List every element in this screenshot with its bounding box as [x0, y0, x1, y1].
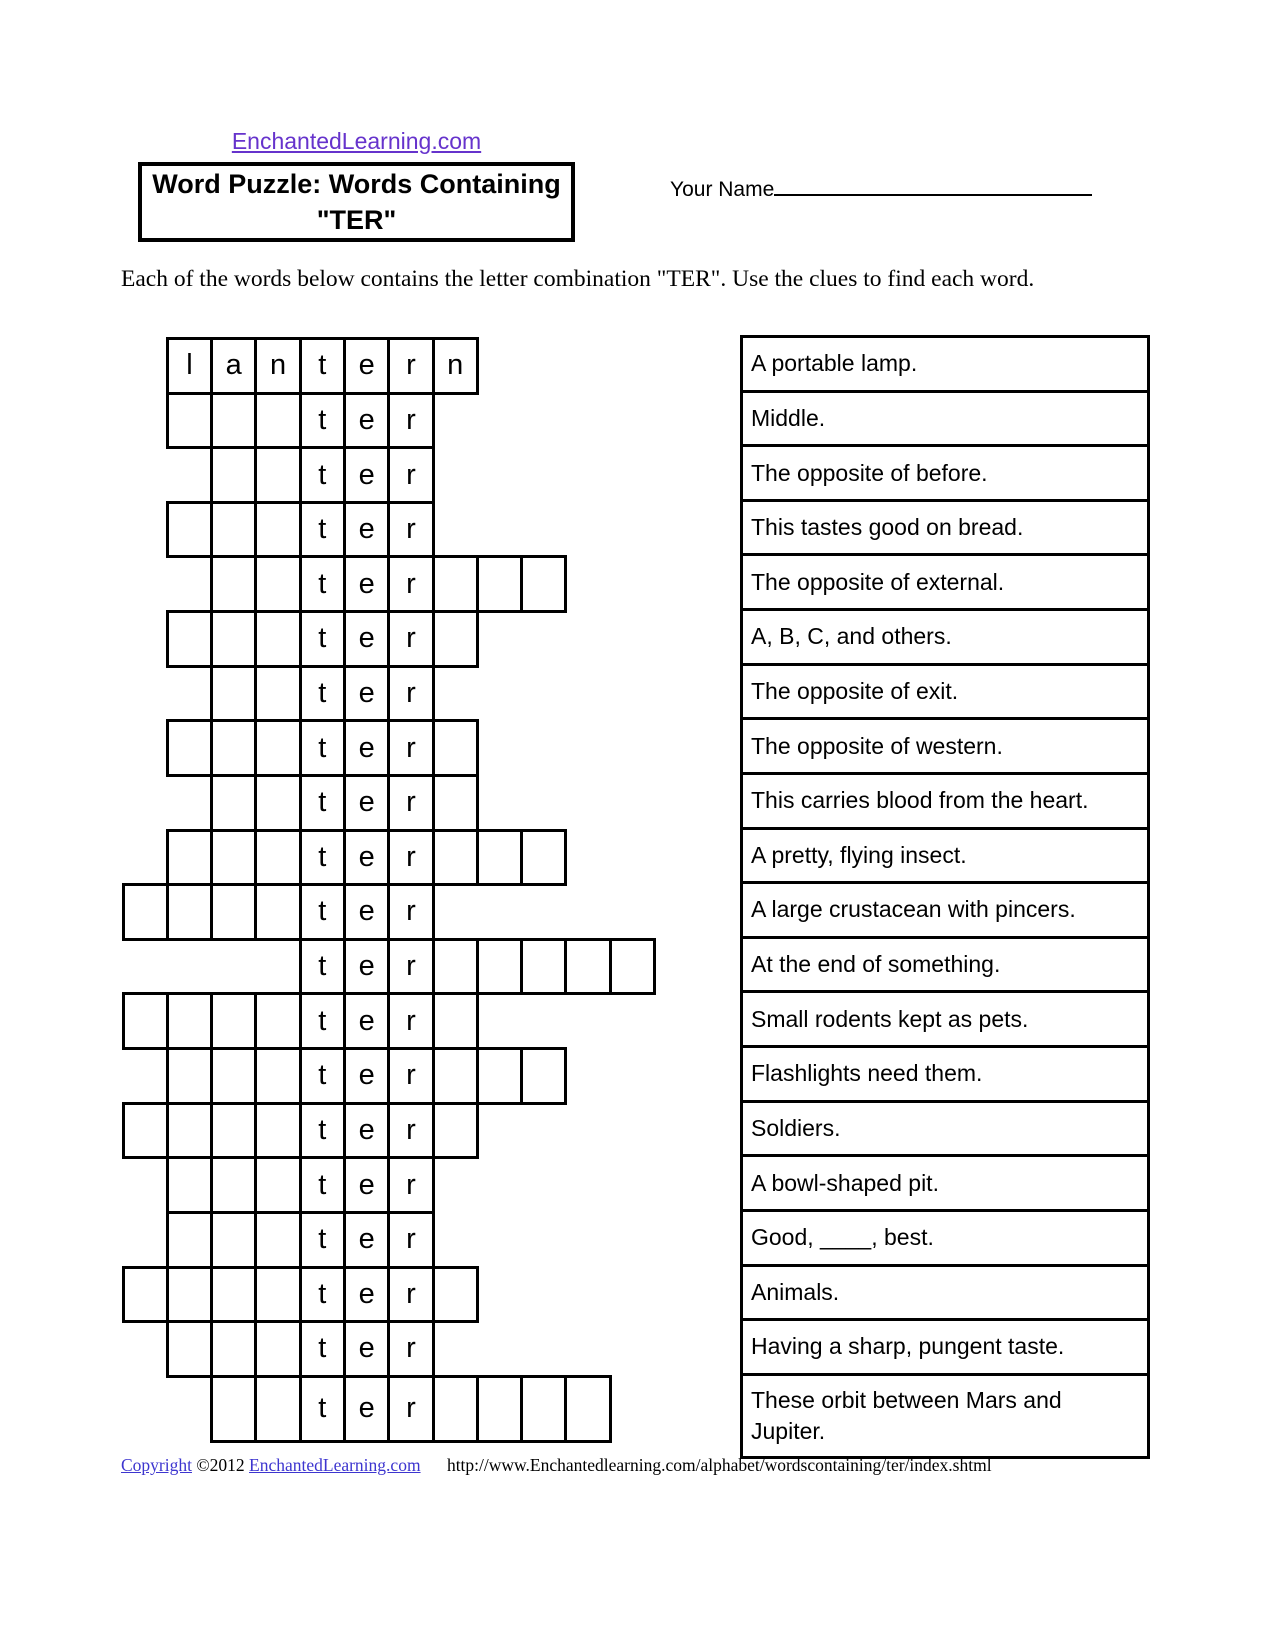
puzzle-cell-blank: [609, 938, 656, 996]
puzzle-cell-blank: [254, 555, 301, 613]
clue-box: [740, 1318, 1150, 1376]
puzzle-cell-blank: [520, 829, 567, 887]
clue-text: A bowl-shaped pit.: [751, 1169, 939, 1196]
puzzle-cell-letter: r: [387, 719, 434, 777]
your-name-label: Your Name: [670, 178, 775, 201]
puzzle-cell-blank: [210, 610, 257, 668]
puzzle-row: [166, 610, 476, 668]
puzzle-cell-letter: t: [299, 719, 346, 777]
puzzle-row: [166, 719, 476, 777]
puzzle-cell-blank: [520, 555, 567, 613]
puzzle-cell-blank: [210, 665, 257, 723]
puzzle-cell-blank: [166, 883, 213, 941]
puzzle-cell-blank: [122, 1102, 169, 1160]
puzzle-cell-letter: t: [299, 610, 346, 668]
puzzle-cell-blank: [476, 938, 523, 996]
puzzle-cell-blank: [254, 883, 301, 941]
clue-box: [740, 881, 1150, 939]
puzzle-cell-letter: t: [299, 1211, 346, 1269]
puzzle-cell-letter: t: [299, 1266, 346, 1324]
puzzle-cell-blank: [254, 774, 301, 832]
puzzle-cell-letter: t: [299, 992, 346, 1050]
clue-text: Having a sharp, pungent taste.: [751, 1333, 1065, 1360]
puzzle-cell-blank: [166, 1047, 213, 1105]
puzzle-cell-letter: r: [387, 992, 434, 1050]
puzzle-cell-blank: [254, 501, 301, 559]
puzzle-row: [166, 1156, 432, 1214]
clue-box: [740, 990, 1150, 1048]
puzzle-cell-blank: [210, 883, 257, 941]
puzzle-cell-letter: r: [387, 1375, 434, 1443]
puzzle-cell-blank: [210, 555, 257, 613]
puzzle-cell-letter: t: [299, 501, 346, 559]
puzzle-cell-letter: e: [343, 774, 390, 832]
puzzle-cell-letter: l: [166, 337, 213, 395]
puzzle-cell-letter: e: [343, 1266, 390, 1324]
puzzle-cell-letter: r: [387, 829, 434, 887]
puzzle-cell-letter: r: [387, 938, 434, 996]
puzzle-cell-letter: t: [299, 829, 346, 887]
puzzle-cell-blank: [210, 1211, 257, 1269]
puzzle-cell-letter: r: [387, 1211, 434, 1269]
puzzle-cell-letter: t: [299, 392, 346, 450]
clue-box: [740, 390, 1150, 448]
clue-box: [740, 827, 1150, 885]
puzzle-row: [166, 1047, 565, 1105]
clue-text: This tastes good on bread.: [751, 514, 1024, 541]
puzzle-cell-letter: t: [299, 1156, 346, 1214]
puzzle-cell-blank: [432, 774, 479, 832]
puzzle-cell-letter: e: [343, 1102, 390, 1160]
puzzle-cell-letter: e: [343, 829, 390, 887]
puzzle-cell-blank: [210, 1375, 257, 1443]
puzzle-cell-letter: e: [343, 392, 390, 450]
puzzle-cell-letter: e: [343, 1047, 390, 1105]
clue-text: A, B, C, and others.: [751, 623, 952, 650]
clue-box: [740, 772, 1150, 830]
puzzle-cell-letter: e: [343, 501, 390, 559]
puzzle-cell-blank: [254, 392, 301, 450]
puzzle-cell-letter: t: [299, 883, 346, 941]
clue-box: [740, 663, 1150, 721]
clue-text: Flashlights need them.: [751, 1060, 983, 1087]
clue-text: Animals.: [751, 1278, 840, 1305]
puzzle-row: [210, 555, 564, 613]
clue-text: This carries blood from the heart.: [751, 787, 1089, 814]
header: [138, 128, 575, 155]
clue-box: [740, 553, 1150, 611]
clue-text: The opposite of exit.: [751, 678, 959, 705]
puzzle-cell-blank: [254, 1375, 301, 1443]
puzzle-cell-blank: [166, 501, 213, 559]
puzzle-cell-blank: [254, 610, 301, 668]
instruction-text: Each of the words below contains the letter combination "TER". Use the clues to find each word.: [121, 266, 1035, 292]
puzzle-row: [210, 665, 431, 723]
puzzle-cell-blank: [254, 992, 301, 1050]
copyright-year: ©2012: [196, 1455, 245, 1475]
puzzle-cell-letter: r: [387, 665, 434, 723]
puzzle-cell-letter: n: [254, 337, 301, 395]
your-name-blank-line: [774, 176, 1092, 196]
puzzle-cell-blank: [210, 501, 257, 559]
clue-box: [740, 1373, 1150, 1459]
puzzle-cell-letter: r: [387, 555, 434, 613]
puzzle-cell-letter: r: [387, 1156, 434, 1214]
puzzle-row: [166, 1320, 432, 1378]
clue-text: A pretty, flying insect.: [751, 841, 967, 868]
puzzle-row: [166, 501, 432, 559]
clue-text: The opposite of before.: [751, 459, 988, 486]
page-title-line-1: Word Puzzle: Words Containing: [152, 169, 561, 199]
puzzle-cell-letter: e: [343, 1375, 390, 1443]
clue-box: [740, 335, 1150, 393]
puzzle-cell-letter: e: [343, 555, 390, 613]
puzzle-cell-blank: [254, 1320, 301, 1378]
puzzle-cell-blank: [122, 1266, 169, 1324]
clue-text: At the end of something.: [751, 951, 1001, 978]
puzzle-cell-letter: t: [299, 337, 346, 395]
puzzle-cell-blank: [476, 829, 523, 887]
puzzle-row: [166, 392, 432, 450]
puzzle-cell-letter: e: [343, 1211, 390, 1269]
puzzle-cell-letter: t: [299, 1320, 346, 1378]
puzzle-cell-blank: [166, 610, 213, 668]
puzzle-cell-blank: [166, 829, 213, 887]
puzzle-cell-letter: e: [343, 1320, 390, 1378]
puzzle-cell-blank: [476, 555, 523, 613]
puzzle-cell-blank: [210, 992, 257, 1050]
puzzle-cell-letter: e: [343, 446, 390, 504]
puzzle-cell-blank: [210, 392, 257, 450]
puzzle-cell-letter: a: [210, 337, 257, 395]
footer: [121, 1455, 992, 1476]
puzzle-cell-letter: e: [343, 1156, 390, 1214]
puzzle-cell-blank: [210, 1320, 257, 1378]
puzzle-cell-letter: r: [387, 1266, 434, 1324]
puzzle-cell-blank: [166, 1320, 213, 1378]
puzzle-cell-letter: r: [387, 1320, 434, 1378]
puzzle-cell-letter: t: [299, 665, 346, 723]
clue-text: Middle.: [751, 404, 826, 431]
puzzle-cell-letter: t: [299, 774, 346, 832]
puzzle-cell-blank: [520, 1047, 567, 1105]
clue-box: [740, 1045, 1150, 1103]
puzzle-cell-blank: [254, 1047, 301, 1105]
clue-text: Good, ____, best.: [751, 1224, 934, 1251]
title-box: [138, 162, 575, 242]
puzzle-row: [122, 1102, 476, 1160]
puzzle-row: [166, 1211, 432, 1269]
puzzle-cell-blank: [166, 992, 213, 1050]
puzzle-cell-blank: [432, 1266, 479, 1324]
puzzle-row: [210, 774, 476, 832]
puzzle-row: [122, 1266, 476, 1324]
puzzle-cell-blank: [254, 665, 301, 723]
puzzle-cell-blank: [476, 1047, 523, 1105]
puzzle-cell-blank: [254, 1102, 301, 1160]
puzzle-cell-blank: [254, 1266, 301, 1324]
puzzle-cell-letter: t: [299, 1375, 346, 1443]
clue-box: [740, 1209, 1150, 1267]
clue-box: [740, 717, 1150, 775]
clue-text: A large crustacean with pincers.: [751, 896, 1076, 923]
puzzle-cell-letter: e: [343, 610, 390, 668]
clue-text: The opposite of external.: [751, 568, 1005, 595]
page-title-line-2: "TER": [316, 205, 397, 235]
puzzle-cell-letter: t: [299, 555, 346, 613]
puzzle-cell-blank: [432, 992, 479, 1050]
clue-text: Small rodents kept as pets.: [751, 1005, 1029, 1032]
puzzle-cell-letter: t: [299, 446, 346, 504]
puzzle-cell-blank: [166, 719, 213, 777]
puzzle-cell-blank: [432, 555, 479, 613]
puzzle-cell-blank: [166, 1156, 213, 1214]
puzzle-cell-letter: e: [343, 665, 390, 723]
puzzle-cell-blank: [432, 1375, 479, 1443]
clue-box: [740, 608, 1150, 666]
clue-text: Soldiers.: [751, 1114, 841, 1141]
puzzle-cell-blank: [432, 938, 479, 996]
puzzle-cell-blank: [166, 392, 213, 450]
puzzle-cell-blank: [564, 938, 611, 996]
puzzle-row: [166, 337, 476, 395]
puzzle-cell-blank: [166, 1102, 213, 1160]
clue-box: [740, 444, 1150, 502]
puzzle-cell-blank: [254, 1156, 301, 1214]
footer-url: http://www.Enchantedlearning.com/alphabet/wordscontaining/ter/index.shtml: [446, 1455, 992, 1475]
puzzle-cell-letter: r: [387, 774, 434, 832]
puzzle-cell-blank: [520, 938, 567, 996]
puzzle-cell-blank: [432, 1047, 479, 1105]
puzzle-cell-blank: [166, 1266, 213, 1324]
clue-box: [740, 936, 1150, 994]
puzzle-cell-blank: [254, 719, 301, 777]
puzzle-row: [210, 446, 431, 504]
clue-box: [740, 499, 1150, 557]
clue-text: The opposite of western.: [751, 732, 1003, 759]
enchantedlearning-site-link[interactable]: EnchantedLearning.com: [231, 128, 482, 154]
clue-box: [740, 1264, 1150, 1322]
puzzle-cell-blank: [210, 1047, 257, 1105]
clue-text: These orbit between Mars and Jupiter.: [751, 1386, 1062, 1444]
puzzle-cell-blank: [432, 829, 479, 887]
clue-box: [740, 1100, 1150, 1158]
puzzle-cell-letter: r: [387, 883, 434, 941]
copyright-link[interactable]: Copyright: [121, 1455, 192, 1475]
puzzle-cell-letter: e: [343, 337, 390, 395]
puzzle-cell-blank: [432, 1102, 479, 1160]
puzzle-cell-blank: [210, 829, 257, 887]
puzzle-cell-blank: [210, 719, 257, 777]
puzzle-cell-letter: e: [343, 719, 390, 777]
puzzle-cell-blank: [432, 719, 479, 777]
puzzle-cell-blank: [254, 446, 301, 504]
puzzle-cell-letter: n: [432, 337, 479, 395]
puzzle-cell-letter: e: [343, 938, 390, 996]
puzzle-cell-letter: t: [299, 938, 346, 996]
puzzle-cell-letter: r: [387, 501, 434, 559]
puzzle-cell-letter: e: [343, 883, 390, 941]
puzzle-cell-letter: e: [343, 992, 390, 1050]
puzzle-cell-letter: r: [387, 446, 434, 504]
puzzle-row: [122, 992, 476, 1050]
puzzle-cell-letter: r: [387, 337, 434, 395]
puzzle-cell-blank: [122, 883, 169, 941]
puzzle-cell-blank: [210, 774, 257, 832]
puzzle-cell-letter: r: [387, 1102, 434, 1160]
puzzle-row: [122, 883, 432, 941]
puzzle-cell-blank: [254, 1211, 301, 1269]
puzzle-cell-blank: [210, 1266, 257, 1324]
puzzle-row: [299, 938, 653, 996]
puzzle-row: [166, 829, 565, 887]
puzzle-cell-blank: [564, 1375, 611, 1443]
puzzle-cell-letter: r: [387, 1047, 434, 1105]
puzzle-cell-blank: [210, 1156, 257, 1214]
puzzle-cell-letter: t: [299, 1047, 346, 1105]
clue-text: A portable lamp.: [751, 350, 918, 377]
puzzle-cell-blank: [432, 610, 479, 668]
puzzle-cell-blank: [520, 1375, 567, 1443]
puzzle-cell-blank: [254, 829, 301, 887]
footer-site-link[interactable]: EnchantedLearning.com: [249, 1455, 421, 1475]
puzzle-cell-blank: [122, 992, 169, 1050]
your-name-field: [670, 176, 1092, 202]
clue-box: [740, 1154, 1150, 1212]
puzzle-row: [210, 1375, 609, 1443]
puzzle-cell-blank: [166, 1211, 213, 1269]
puzzle-cell-blank: [210, 446, 257, 504]
puzzle-cell-letter: r: [387, 610, 434, 668]
puzzle-cell-blank: [210, 1102, 257, 1160]
puzzle-cell-letter: r: [387, 392, 434, 450]
puzzle-cell-blank: [476, 1375, 523, 1443]
puzzle-cell-letter: t: [299, 1102, 346, 1160]
